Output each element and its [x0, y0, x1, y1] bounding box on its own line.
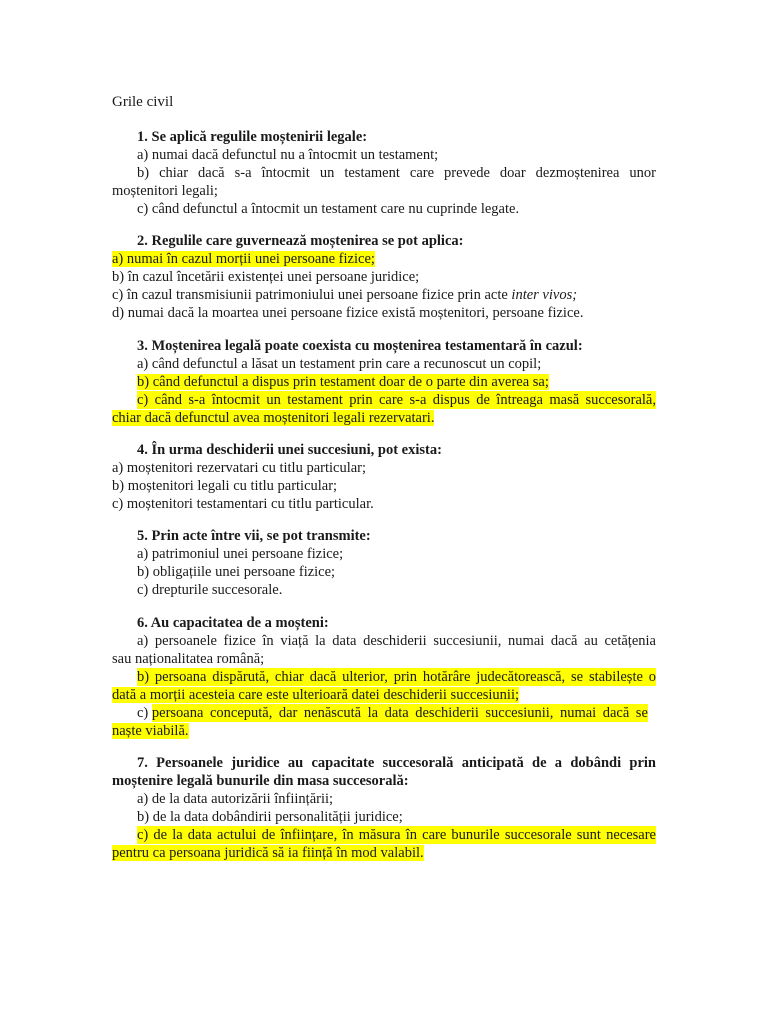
q6-option-c-line1-highlight: persoana concepută, dar nenăscută la data deschiderii succesiunii, numai dacă se	[151, 705, 648, 721]
q2-option-b: b) în cazul încetării existenței unei persoane juridice;	[112, 269, 420, 285]
question-7-line2: moștenire legală bunurile din masa succesorală:	[112, 773, 409, 789]
q1-option-a: a) numai dacă defunctul nu a întocmit un testament;	[137, 147, 439, 163]
q3-option-b	[137, 373, 656, 391]
q6-option-c-label: c)	[137, 705, 152, 721]
question-2: 2. Regulile care guvernează moștenirea se pot aplica:	[137, 233, 464, 249]
q3-option-c-line1: c) când s-a întocmit un testament prin care s-a dispus de întreaga masă succesorală,	[137, 392, 656, 408]
q5-option-a: a) patrimoniul unei persoane fizice;	[137, 546, 344, 562]
q6-option-b-line2-highlight: dată a morții acesteia care este ulterioară datei deschiderii succesiunii;	[112, 687, 520, 703]
q2-option-c-text: c) în cazul transmisiunii patrimoniului unei persoane fizice prin acte	[112, 287, 512, 303]
q6-option-a-line2: sau naționalitatea română;	[112, 651, 265, 667]
q4-option-a: a) moștenitori rezervatari cu titlu particular;	[112, 460, 367, 476]
q5-option-c: c) drepturile succesorale.	[137, 582, 283, 598]
q2-option-c-italic: inter vivos;	[511, 287, 578, 303]
q7-option-c-line2	[112, 844, 656, 862]
q3-option-c-line2-highlight: chiar dacă defunctul avea moștenitori legali rezervatari.	[112, 410, 435, 426]
q4-option-b: b) moștenitori legali cu titlu particular;	[112, 478, 338, 494]
q6-option-b-line1: b) persoana dispărută, chiar dacă ulterior, prin hotărâre judecătorească, se stabilește o	[137, 669, 656, 685]
q2-option-c	[112, 286, 656, 304]
q2-option-a-highlight: a) numai în cazul morții unei persoane fizice;	[112, 251, 375, 267]
q2-option-a	[112, 250, 656, 268]
question-1: 1. Se aplică regulile moștenirii legale:	[137, 129, 368, 145]
q6-option-b-line2	[112, 686, 656, 704]
question-4: 4. În urma deschiderii unei succesiuni, pot exista:	[137, 442, 442, 458]
q6-option-c-line2	[112, 722, 656, 740]
q7-option-a: a) de la data autorizării înființării;	[137, 791, 334, 807]
q2-option-d: d) numai dacă la moartea unei persoane fizice există moștenitori, persoane fizice.	[112, 305, 584, 321]
question-5: 5. Prin acte între vii, se pot transmite:	[137, 528, 371, 544]
question-3: 3. Moștenirea legală poate coexista cu moștenirea testamentară în cazul:	[137, 338, 583, 354]
q7-option-c-line1: c) de la data actului de înființare, în măsura în care bunurile succesorale sunt necesare	[137, 827, 656, 843]
q1-option-c: c) când defunctul a întocmit un testament care nu cuprinde legate.	[137, 201, 520, 217]
q1-option-b-line1: b) chiar dacă s-a întocmit un testament care prevede doar dezmoștenirea unor	[137, 165, 656, 181]
q6-option-c-line2-highlight: naște viabilă.	[112, 723, 189, 739]
q3-option-b-highlight: b) când defunctul a dispus prin testament doar de o parte din averea sa;	[137, 374, 549, 390]
question-6: 6. Au capacitatea de a moșteni:	[137, 615, 329, 631]
question-7-line1: 7. Persoanele juridice au capacitate succesorală anticipată de a dobândi prin	[137, 755, 656, 771]
q5-option-b: b) obligațiile unei persoane fizice;	[137, 564, 336, 580]
q6-option-a-line1: a) persoanele fizice în viață la data deschiderii succesiunii, numai dacă au cetățenia	[137, 633, 656, 649]
q6-option-c-line1	[137, 704, 656, 722]
document-title: Grile civil	[112, 94, 174, 110]
q3-option-a: a) când defunctul a lăsat un testament prin care a recunoscut un copil;	[137, 356, 542, 372]
q7-option-b: b) de la data dobândirii personalității juridice;	[137, 809, 403, 825]
q7-option-c-line2-highlight: pentru ca persoana juridică să ia ființă în mod valabil.	[112, 845, 424, 861]
q4-option-c: c) moștenitori testamentari cu titlu particular.	[112, 496, 374, 512]
q1-option-b-line2: moștenitori legali;	[112, 183, 218, 199]
q3-option-c-line2	[112, 409, 656, 427]
